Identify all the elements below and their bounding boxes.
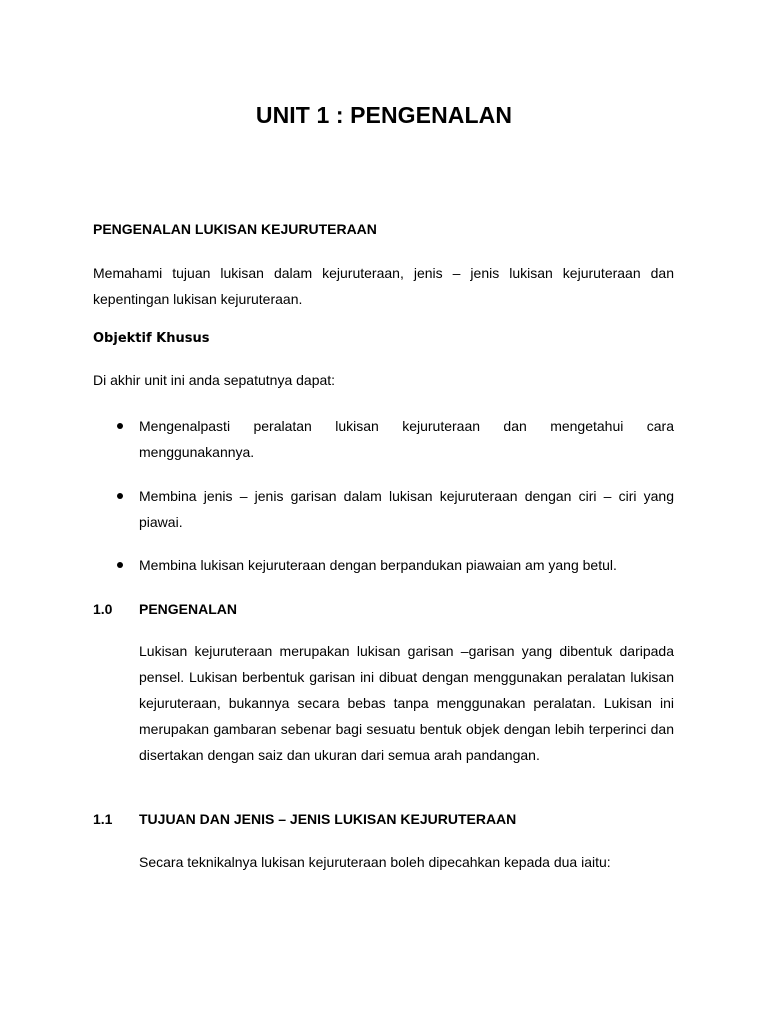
objectives-lead: Di akhir unit ini anda sepatutnya dapat: xyxy=(93,372,336,388)
list-item xyxy=(139,413,674,465)
section-body: Secara teknikalnya lukisan kejuruteraan boleh dipecahkan kepada dua iaitu: xyxy=(139,854,611,870)
section-heading: PENGENALAN LUKISAN KEJURUTERAAN xyxy=(93,221,377,237)
section-number: 1.0 xyxy=(93,601,113,617)
intro-paragraph: Memahami tujuan lukisan dalam kejuruteraan, jenis – jenis lukisan kejuruteraan dan kepentingan lukisan kejuruteraan. xyxy=(93,265,674,307)
objective-text: Membina jenis – jenis garisan dalam lukisan kejuruteraan dengan ciri – ciri yang piawai. xyxy=(139,488,674,530)
objective-text: Membina lukisan kejuruteraan dengan berpandukan piawaian am yang betul. xyxy=(139,557,617,573)
section-number: 1.1 xyxy=(93,811,113,827)
objectives-heading: Objektif Khusus xyxy=(93,331,210,346)
bullet-icon xyxy=(117,562,123,568)
bullet-icon xyxy=(117,423,123,429)
section-title: TUJUAN DAN JENIS – JENIS LUKISAN KEJURUTERAAN xyxy=(139,811,517,827)
objective-text: Mengenalpasti peralatan lukisan kejuruteraan dan mengetahui cara menggunakannya. xyxy=(139,418,674,460)
list-item xyxy=(139,483,674,535)
section-title: PENGENALAN xyxy=(139,601,238,617)
section-body: Lukisan kejuruteraan merupakan lukisan garisan –garisan yang dibentuk daripada pensel. Lukisan berbentuk garisan ini dibuat dengan menggunakan peralatan lukisan kejuruteraan, bukannya secara bebas tanpa menggunakan peralatan. Lukisan ini merupakan gambaran sebenar bagi sesuatu bentuk objek dengan lebih terperinci dan disertakan dengan saiz dan ukuran dari semua arah pandangan. xyxy=(139,643,674,763)
list-item xyxy=(139,552,674,578)
page-title: UNIT 1 : PENGENALAN xyxy=(255,102,513,128)
bullet-icon xyxy=(117,493,123,499)
